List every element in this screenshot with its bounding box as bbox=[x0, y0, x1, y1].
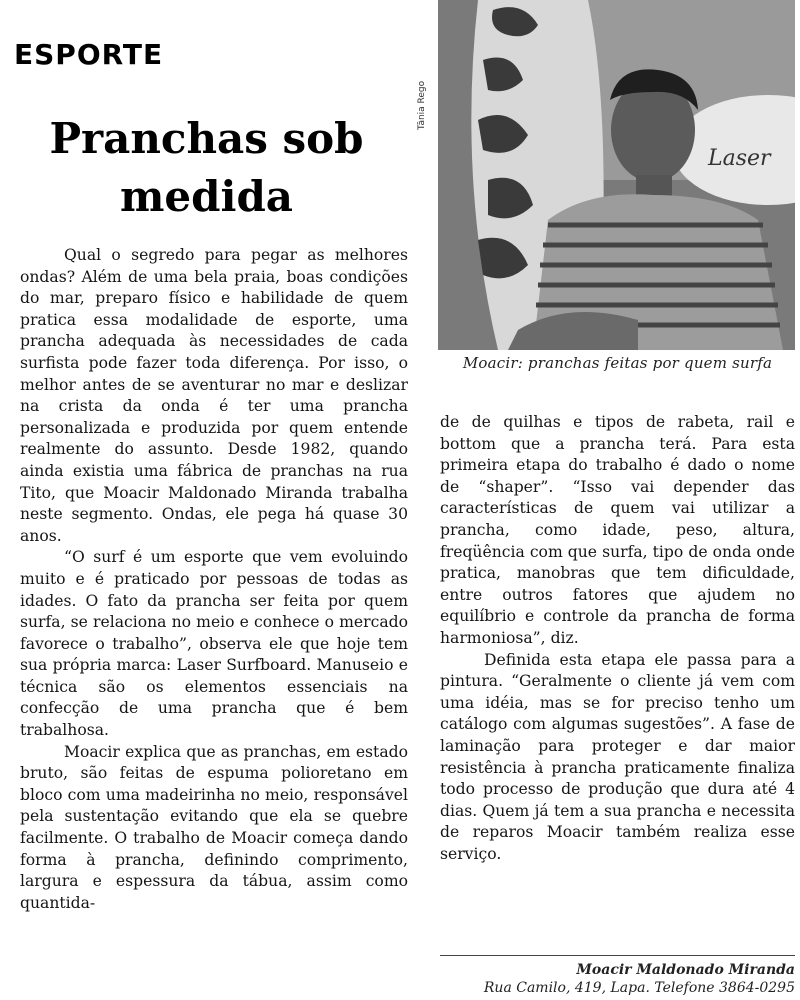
paragraph: Definida esta etapa ele passa para a pintura. “Geralmente o cliente já vem com uma idéia, mas se for preciso tenho um catálogo com algumas sugestões”. A fase de laminação para proteger e dar maior resistência à prancha praticamente finaliza todo processo de produção que dura até 4 dias. Quem já tem a sua prancha e necessita de reparos Moacir também realiza esse serviço. bbox=[440, 650, 795, 863]
paragraph: de de quilhas e tipos de rabeta, rail e bottom que a prancha terá. Para esta primeira etapa do trabalho é dado o nome de “shaper”. “Isso vai depender das características de quem vai utilizar a prancha, como idade, peso, altura, freqüência com que surfa, tipo de onda onde pratica, manobras que tem dificuldade, entre outros fatores que ajudem no equilíbrio e controle da prancha de forma harmoniosa”, diz. bbox=[440, 413, 795, 647]
paragraph: “O surf é um esporte que vem evoluindo muito e é praticado por pessoas de todas as idades. O fato da prancha ser feita por quem surfa, se relaciona no meio e conhece o mercado favorece o trabalho”, observa ele que hoje tem sua própria marca: Laser Surfboard. Manuseio e técnica são os elementos essenciais na confecção de uma prancha que é bem trabalhosa. bbox=[20, 548, 408, 740]
paragraph: Qual o segredo para pegar as melhores ondas? Além de uma bela praia, boas condições do mar, preparo físico e habilidade de quem pratica essa modalidade de esporte, uma prancha adequada às necessidades de cada surfista pode fazer toda diferença. Por isso, o melhor antes de se aventurar no mar e deslizar na crista da onda é ter uma prancha personalizada e produzida por quem entende realmente do assunto. Desde 1982, quando ainda existia uma fábrica de pranchas na rua Tito, que Moacir Maldonado Miranda trabalha neste segmento. Ondas, ele pega há quase 30 anos. bbox=[20, 246, 408, 545]
board-logo: Laser bbox=[708, 146, 771, 171]
article-column-right bbox=[440, 412, 795, 882]
photo-credit: Tânia Rego bbox=[417, 80, 427, 130]
article-column-left bbox=[20, 245, 408, 995]
contact-name: Moacir Maldonado Miranda bbox=[576, 962, 795, 978]
section-label: ESPORTE bbox=[14, 38, 164, 71]
footer-divider bbox=[440, 955, 795, 956]
portrait-photo bbox=[438, 0, 795, 350]
paragraph: Moacir explica que as pranchas, em estado bruto, são feitas de espuma polioretano em bloco com uma madeirinha no meio, responsável pela sustentação evitando que ela se quebre facilmente. O trabalho de Moacir começa dando forma à prancha, definindo comprimento, largura e espessura da tábua, assim como quantida- bbox=[20, 742, 408, 912]
photo-illustration bbox=[438, 0, 795, 350]
contact-address: Rua Camilo, 419, Lapa. Telefone 3864-0295 bbox=[483, 980, 795, 996]
photo-caption: Moacir: pranchas feitas por quem surfa bbox=[462, 354, 773, 372]
headline: Pranchas sob medida bbox=[49, 114, 364, 221]
